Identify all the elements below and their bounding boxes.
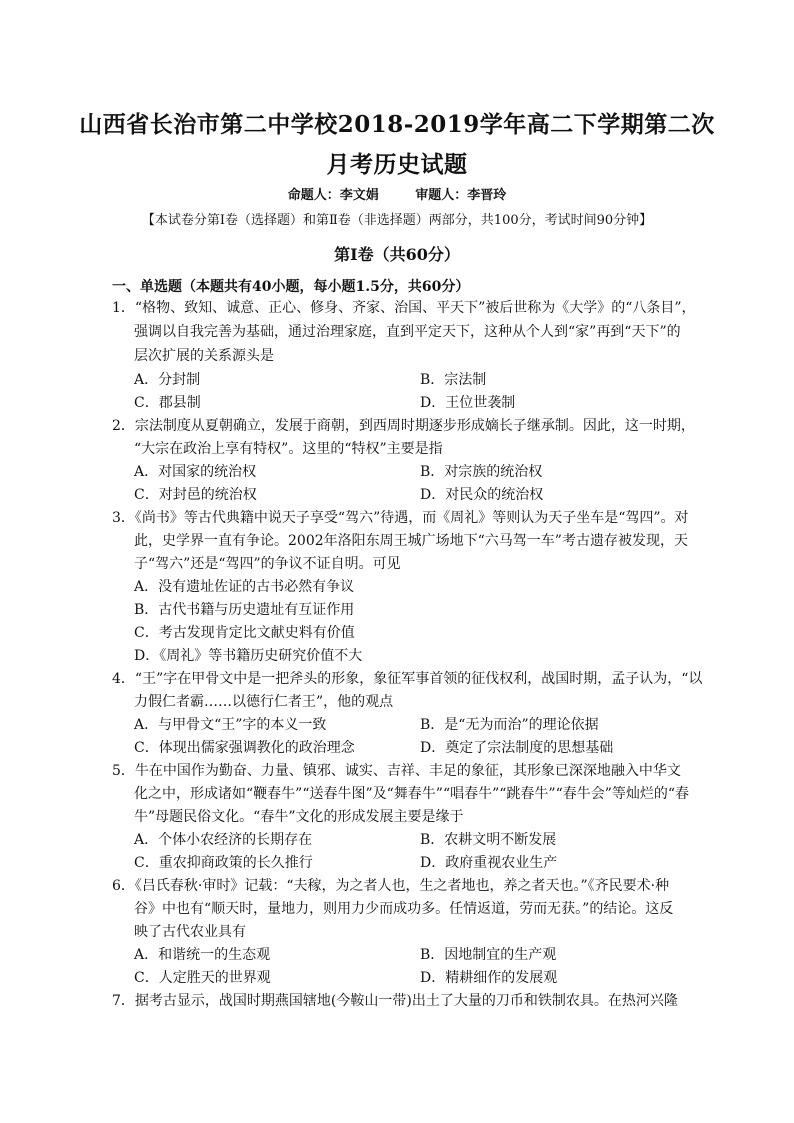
q7-line-1: 7．据考古显示，战国时期燕国辖地(今鞍山一带)出土了大量的刀币和铁制农具。在热河兴隆 xyxy=(112,993,678,1009)
q1-option-c[interactable]: C．郡县制 xyxy=(134,395,201,411)
q4-line-1: 4．“王”字在甲骨文中是一把斧头的形象，象征军事首领的征伐权利，战国时期，孟子认为，“以 xyxy=(112,671,703,687)
q6-option-d[interactable]: D．精耕细作的发展观 xyxy=(420,970,558,986)
q4-option-d[interactable]: D．奠定了宗法制度的思想基础 xyxy=(420,740,614,756)
q1-option-b[interactable]: B．宗法制 xyxy=(420,372,487,388)
q4-option-b[interactable]: B．是“无为而治”的理论依据 xyxy=(420,717,599,733)
q3-line-1: 3．《尚书》等古代典籍中说天子享受“驾六”待遇，而《周礼》等则认为天子坐车是“驾四”。对 xyxy=(112,510,689,526)
q2-line-1: 2．宗法制度从夏朝确立，发展于商朝，到西周时期逐步形成嫡长子继承制。因此，这一时期， xyxy=(112,418,695,434)
q5-option-a[interactable]: A．个体小农经济的长期存在 xyxy=(134,832,313,848)
q3-option-b[interactable]: B．古代书籍与历史遗址有互证作用 xyxy=(134,602,355,618)
exam-note: 【本试卷分第Ⅰ卷（选择题）和第Ⅱ卷（非选择题）两部分，共100分，考试时间90分钟】 xyxy=(141,213,653,228)
author-setter: 命题人：李文娟 xyxy=(287,188,379,203)
q1-option-d[interactable]: D．王位世袭制 xyxy=(420,395,516,411)
q2-option-c[interactable]: C．对封邑的统治权 xyxy=(134,487,257,503)
q6-option-b[interactable]: B．因地制宜的生产观 xyxy=(420,947,557,963)
q3-line-3: 子“驾六”还是“驾四”的争议不证自明。可见 xyxy=(134,556,401,572)
q5-line-2: 化之中，形成诸如“鞭春牛”“送春牛图”及“舞春牛”“唱春牛”“跳春牛”“春牛会”等灿烂的“春 xyxy=(134,786,690,802)
part-heading: 一、单选题（本题共有40小题，每小题1.5分，共60分） xyxy=(112,279,470,295)
q1-option-a[interactable]: A．分封制 xyxy=(134,372,201,388)
q6-line-2: 谷》中也有“顺天时，量地力，则用力少而成功多。任情返道，劳而无获。”的结论。这反 xyxy=(134,901,674,917)
authors-line xyxy=(0,184,794,203)
q4-option-a[interactable]: A．与甲骨文“王”字的本义一致 xyxy=(134,717,327,733)
q4-option-c[interactable]: C．体现出儒家强调教化的政治理念 xyxy=(134,740,355,756)
section-title: 第Ⅰ卷（共60分） xyxy=(334,245,460,264)
q1-line-2: 强调以自我完善为基础，通过治理家庭，直到平定天下，这种从个人到“家”再到“天下”的 xyxy=(134,324,681,340)
q3-option-a[interactable]: A．没有遗址佐证的古书必然有争议 xyxy=(134,579,355,595)
exam-title-line2: 月考历史试题 xyxy=(326,151,468,178)
q2-option-b[interactable]: B．对宗族的统治权 xyxy=(420,464,543,480)
q5-line-1: 5．牛在中国作为勤奋、力量、镇邪、诚实、吉祥、丰足的象征，其形象已深深地融入中华文 xyxy=(112,763,681,779)
q6-option-a[interactable]: A．和谐统一的生态观 xyxy=(134,947,271,963)
q5-option-b[interactable]: B．农耕文明不断发展 xyxy=(420,832,557,848)
q6-line-3: 映了古代农业具有 xyxy=(134,924,246,940)
q2-option-d[interactable]: D．对民众的统治权 xyxy=(420,487,544,503)
q6-line-1: 6．《吕氏春秋·审时》记载：“夫稼，为之者人也，生之者地也，养之者天也。”《齐民要术·种 xyxy=(112,878,670,894)
q3-option-d[interactable]: D．《周礼》等书籍历史研究价值不大 xyxy=(134,648,363,664)
q3-line-2: 此，史学界一直有争论。2002年洛阳东周王城广场地下“六马驾一车”考古遗存被发现，天 xyxy=(134,533,688,549)
author-reviewer: 审题人：李晋玲 xyxy=(415,188,507,203)
q2-line-2: “大宗在政治上享有特权”。这里的“特权”主要是指 xyxy=(134,441,443,457)
q5-option-c[interactable]: C．重农抑商政策的长久推行 xyxy=(134,855,313,871)
q4-line-2: 力假仁者霸……以德行仁者王”，他的观点 xyxy=(134,694,394,710)
q3-option-c[interactable]: C．考古发现肯定比文献史料有价值 xyxy=(134,625,355,641)
q1-line-1: 1．“格物、致知、诚意、正心、修身、齐家、治国、平天下”被后世称为《大学》的“八条目”， xyxy=(112,300,696,316)
q5-line-3: 牛”母题民俗文化。“春牛”文化的形成发展主要是缘于 xyxy=(134,809,464,825)
q2-option-a[interactable]: A．对国家的统治权 xyxy=(134,464,257,480)
q1-line-3: 层次扩展的关系源头是 xyxy=(134,348,274,364)
q5-option-d[interactable]: D．政府重视农业生产 xyxy=(420,855,558,871)
exam-title-line1: 山西省长治市第二中学校2018-2019学年高二下学期第二次 xyxy=(79,111,715,138)
q6-option-c[interactable]: C．人定胜天的世界观 xyxy=(134,970,271,986)
